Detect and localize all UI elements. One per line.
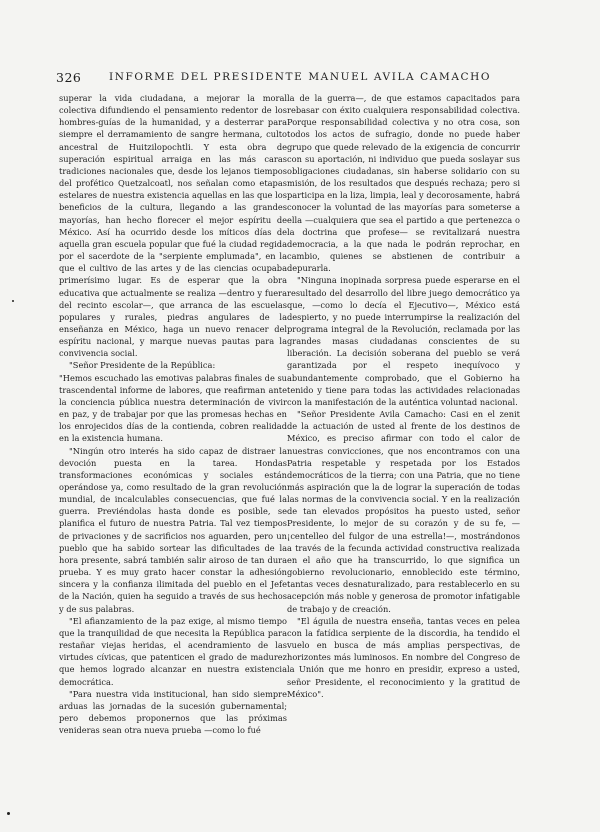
- scan-speck: [12, 300, 14, 302]
- paragraph: "El águila de nuestra enseña, tantas veces en pelea con la fatídica serpiente de la discordia, ha tendido el vuelo en busca de más amplias perspectivas, de horizontes más luminosos. En nombre del Congreso de la Unión que me honro en presidir, expreso a usted, señor Presidente, el reconocimiento y la gratitud de México".: [287, 615, 520, 699]
- page-number: 326: [56, 70, 82, 85]
- paragraph: "Señor Presidente Avila Camacho: Casi en el zenit de la actuación de usted al frente de los destinos de México, es preciso afirmar con todo el calor de nuestras convicciones, que nos encontramos con una Patria respetable y respetada por los Estados democráticos de la tierra; con una Patria, que no tiene más aspiración que la de lograr la superación de todas las normas de la convivencia social. Y en la realización de tan elevados propósitos ha puesto usted, señor Presidente, lo mejor de su corazón y de su fe, —¡centelleo del fulgor de una estrella!—, mostrándonos a través de la fecunda actividad constructiva realizada en el año que ha transcurrido, lo que significa un gobierno revolucionario, ennoblecido este término, tantas veces desnaturalizado, para restablecerlo en su acepción más noble y generosa de promotor infatigable de trabajo y de creación.: [287, 409, 520, 614]
- paragraph: superar la vida ciudadana, a mejorar la moral colectiva difundiendo el pensamiento redentor de los hombres-guías de la humanidad, y a desterrar para siempre el derramamiento de sangre hermana, culto ancestral de Huitzilopochtli. Y esta obra de superación espiritual arraiga en las más caras tradiciones nacionales que, desde los lejanos tiempos del profético Quetzalcoatl, nos señalan como etapas estelares de nuestra existencia aquellas en las que los beneficios de la cultura, llegando a las grandes mayorías, han hecho florecer el mejor espíritu de México. Así ha ocurrido desde los míticos días de aquella gran escuela popular que fué la ciudad regida por el sacerdote de la "serpiente emplumada", en la que el cultivo de las artes y de las ciencias ocupaba primerísimo lugar. Es de esperar que la obra educativa que actualmente se realiza —dentro y fuera del recinto escolar—, que arranca de las escuelas populares y rurales, piedras angulares de la enseñanza en México, haga un nuevo renacer del espíritu nacional, y marque nuevas pautas para la convivencia social.: [59, 93, 287, 359]
- scan-speck: [7, 812, 10, 815]
- paragraph: "Hemos escuchado las emotivas palabras finales de su trascendental informe de labores, que reafirman ante la conciencia pública nuestra determinación de vivir en paz, y de trabajar por que las promesas hechas en los enrojecidos días de la contienda, cobren realidad en la existencia humana.: [59, 372, 287, 444]
- paragraph: "Para nuestra vida institucional, han sido siempre arduas las jornadas de la sucesión gubernamental; pero debemos proponernos que las próximas venideras sean otra nueva prueba —como lo fué: [59, 688, 287, 736]
- paragraph: "Señor Presidente de la República:: [69, 360, 216, 371]
- paragraph: "El afianzamiento de la paz exige, al mismo tiempo que la tranquilidad de que necesita la República para restañar viejas heridas, el acendramiento de las virtudes cívicas, que patenticen el grado de madurez que hemos logrado alcanzar en nuestra existencia democrática.: [59, 615, 287, 687]
- left-text-column: [59, 92, 287, 814]
- right-text-column: [287, 92, 520, 814]
- paragraph: "Ningún otro interés ha sido capaz de distraer la devoción puesta en la tarea. Hondas transformaciones económicas y sociales están operándose ya, como resultado de la gran revolución mundial, de incalculables consecuencias, que fué la guerra. Previéndolas hasta donde es posible, se planifica el futuro de nuestra Patria. Tal vez tiempos de privaciones y de sacrificios nos aguarden, pero un pueblo que ha sabido sortear las dificultades de la hora presente, sabrá también salir airoso de tan dura prueba. Y es muy grato hacer constar la adhesión sincera y la confianza ilimitada del pueblo en el Jefe de la Nación, quien ha seguido a través de sus hechos y de sus palabras.: [59, 445, 287, 614]
- paragraph: la de la guerra—, de que estamos capacitados para rebasar con éxito cualquiera responsabilidad colectiva. Porque responsabilidad colectiva y no otra cosa, son todos los actos de sufragio, donde no puede haber grupo que quede relevado de la exigencia de concurrir con su aportación, ni individuo que pueda soslayar sus obligaciones ciudadanas, sin haberse solidario con su misión, de los resultados que después rechaza; pero si participa en la liza, limpia, leal y decorosamente, habrá conocer la voluntad de las mayorías para someterse a ella —cualquiera que sea el partido a que pertenezca o la doctrina que profese— se revitalizará nuestra democracia, a la que nada le podrán reprochar, en cambio, quienes se abstienen de contribuir a depurarla.: [287, 93, 520, 274]
- paragraph: "Ninguna inopinada sorpresa puede esperarse en el resultado del desarrollo del libre juego democrático ya que, —como lo decía el Ejecutivo—, México está despierto, y no puede interrumpirse la realización del programa integral de la Revolución, reclamada por las grandes masas ciudadanas conscientes de su liberación. La decisión soberana del pueblo se verá garantizada por el respeto inequívoco y abundantemente comprobado, que el Gobierno ha tenido y tiene para todas las actividades relacionadas con la manifestación de la auténtica voluntad nacional.: [287, 275, 520, 407]
- page-header: [52, 70, 570, 84]
- running-head: INFORME DEL PRESIDENTE MANUEL AVILA CAMACHO: [109, 71, 492, 83]
